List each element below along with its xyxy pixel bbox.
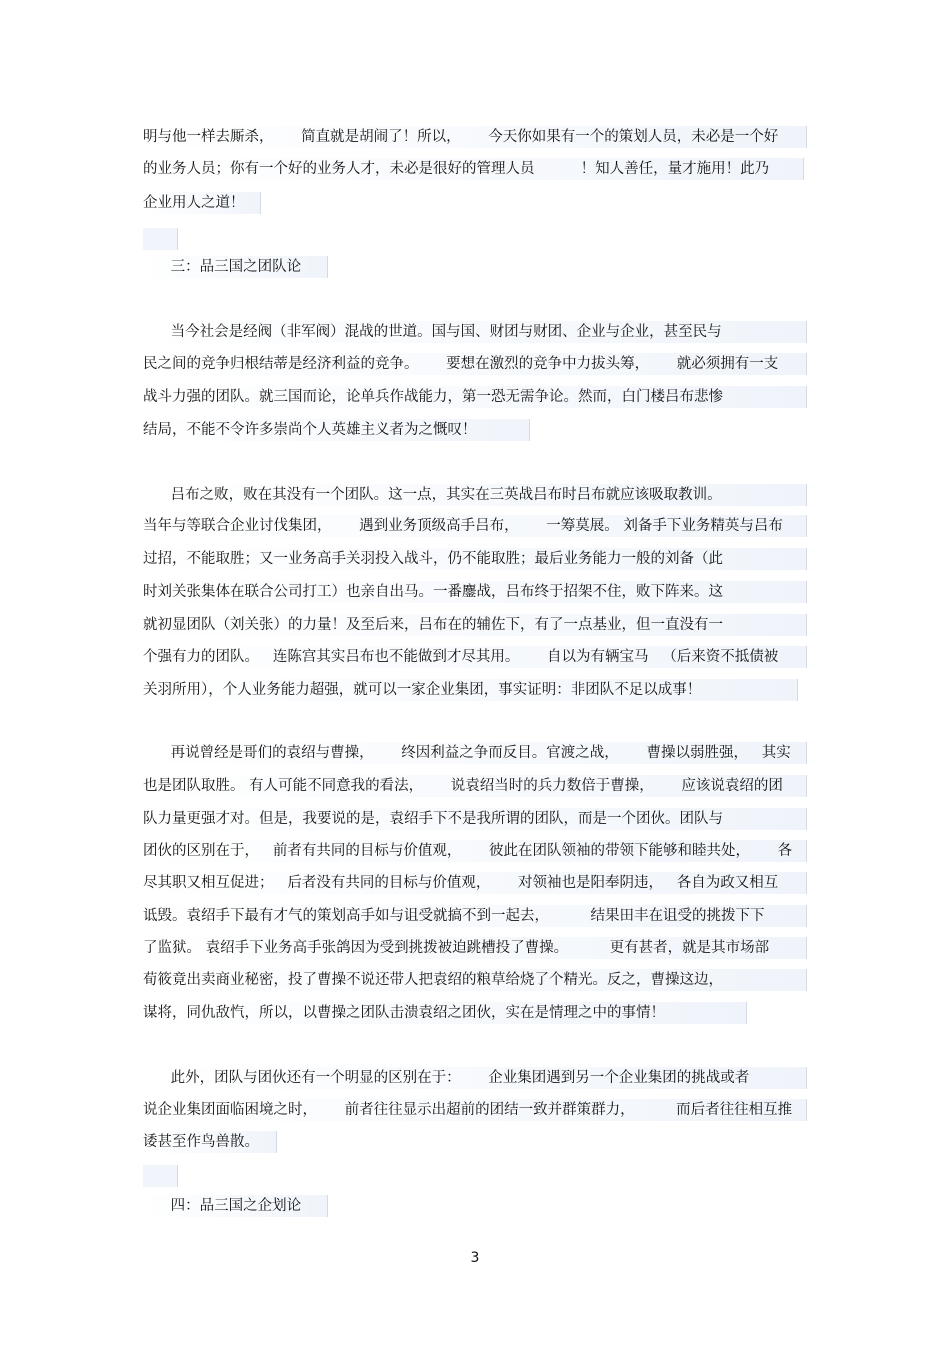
body-text-line: 的业务人员；你有一个好的业务人才，未必是很好的管理人员 ！知人善任，量才施用！此乃 [143,158,804,180]
section-heading: 三：品三国之团队论 [143,256,328,278]
body-text-line: 了监狱。 袁绍手下业务高手张鸽因为受到挑拨被迫跳槽投了曹操。 更有甚者，就是其市场部 [143,937,807,959]
body-text-line: 也是团队取胜。 有人可能不同意我的看法， 说袁绍当时的兵力数倍于曹操， 应该说袁绍的团 [143,775,807,797]
body-text-line: 团伙的区别在于， 前者有共同的目标与价值观， 彼此在团队领袖的带领下能够和睦共处， 各 [143,840,807,862]
body-text-line: 过招，不能取胜；又一业务高手关羽投入战斗，仍不能取胜；最后业务能力一般的刘备（此 [143,548,807,570]
body-text-line: 此外，团队与团伙还有一个明显的区别在于： 企业集团遇到另一个企业集团的挑战或者 [143,1067,807,1089]
body-text-line: 诿甚至作鸟兽散。 [143,1131,277,1153]
body-text-line: 诋毁。袁绍手下最有才气的策划高手如与诅受就搞不到一起去， 结果田丰在诅受的挑拨下下 [143,905,807,927]
body-text-line: 就初显团队（刘关张）的力量！及至后来，吕布在的辅佐下，有了一点基业，但一直没有一 [143,614,807,636]
section-heading: 四：品三国之企划论 [143,1195,328,1217]
body-text-line: 战斗力强的团队。就三国而论，论单兵作战能力，第一恐无需争论。然而，白门楼吕布悲惨 [143,386,807,408]
body-text-line: 谋将，同仇敌忾，所以，以曹操之团队击溃袁绍之团伙，实在是情理之中的事情！ [143,1002,747,1024]
body-text-line: 结局，不能不令许多崇尚个人英雄主义者为之慨叹！ [143,419,530,441]
blank-line [143,228,178,250]
body-text-line: 说企业集团面临困境之时， 前者往往显示出超前的团结一致并群策群力， 而后者往往相互推 [143,1099,807,1121]
body-text-line: 当年与等联合企业讨伐集团， 遇到业务顶级高手吕布， 一筹莫展。 刘备手下业务精英与吕布 [143,515,807,537]
body-text-line: 明与他一样去厮杀， 简直就是胡闹了！所以， 今天你如果有一个的策划人员，未必是一个好 [143,126,807,148]
body-text-line: 荀筱竟出卖商业秘密，投了曹操不说还带人把袁绍的粮草给烧了个精光。反之，曹操这边， [143,969,807,991]
body-text-line: 民之间的竞争归根结蒂是经济利益的竞争。 要想在激烈的竞争中力拔头筹， 就必须拥有一支 [143,353,807,375]
body-text-line: 尽其职又相互促进； 后者没有共同的目标与价值观， 对领袖也是阳奉阴违， 各自为政又相互 [143,872,807,894]
body-text-line: 队力量更强才对。但是，我要说的是，袁绍手下不是我所谓的团队，而是一个团伙。团队与 [143,808,807,830]
body-text-line: 当今社会是经阀（非军阀）混战的世道。国与国、财团与财团、企业与企业，甚至民与 [143,321,807,343]
body-text-line: 个强有力的团队。 连陈宫其实吕布也不能做到才尽其用。 自以为有辆宝马 （后来资不抵债被 [143,646,807,668]
body-text-line: 时刘关张集体在联合公司打工）也亲自出马。一番鏖战，吕布终于招架不住，败下阵来。这 [143,581,807,603]
blank-line [143,1165,178,1187]
body-text-line: 关羽所用），个人业务能力超强，就可以一家企业集团，事实证明：非团队不足以成事！ [143,679,798,701]
page-number: 3 [470,1250,480,1266]
body-text-line: 再说曾经是哥们的袁绍与曹操， 终因利益之争而反目。官渡之战， 曹操以弱胜强， 其实 [143,742,807,764]
body-text-line: 企业用人之道！ [143,192,261,214]
body-text-line: 吕布之败，败在其没有一个团队。这一点，其实在三英战吕布时吕布就应该吸取教训。 [143,484,807,506]
